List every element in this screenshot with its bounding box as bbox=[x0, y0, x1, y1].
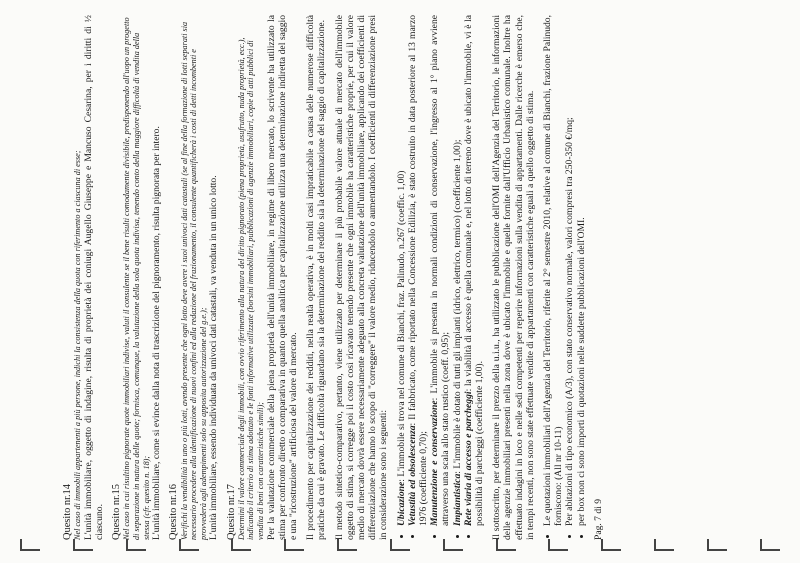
binder-mark bbox=[73, 539, 93, 551]
list-item: • Vetustità ed obsolescenza: Il fabbricato, come riportato nella Concessione Edilizia, è stato costruito in data posteriore al 13 marzo 1976 (coefficiente 0,70); bbox=[407, 15, 429, 526]
paragraph-capitalization: Il procedimento per capitalizzazione dei redditi, nella realtà operativa, è in molti casi impraticabile a causa delle numerose difficoltà pratiche da cui è gravato. Le difficoltà riguardano sia la determinazione del reddito sia la determinazione del saggio di capitalizzazione. bbox=[305, 15, 328, 540]
binder-mark bbox=[760, 539, 780, 551]
question-16 bbox=[168, 15, 219, 540]
paragraph-market-valuation: Per la valutazione commerciale della piena proprietà dell'unità immobiliare, in regime di libero mercato, lo scrivente ha utilizzato la stima per confronto diretto o comparativa in quanto quella analitica per capitalizzazione utilizza una determinazione indiretta del saggio e una "ricostruzione" artificiosa del valore di mercato. bbox=[265, 15, 299, 540]
question-16-instruction: Verifichi la vendibilità in uno o più lotti, avendo presente che ogni lotto deve avere i suoi univoci dati catastali (se al fine della formazione di lotti separati sia necessario procedere alla identificazione di nuovi confini ed alla redazione del frazionamento, il consulente quantificherà i costi di detti incombenti e provvederà agli adempimenti solo su apposita autorizzazione del g.e.); bbox=[179, 21, 208, 540]
binder-mark bbox=[390, 539, 410, 551]
page-number: Pag. 7 di 9 bbox=[592, 498, 604, 540]
paragraph-comparative-method: Il metodo sintetico-comparativo, pertanto, viene utilizzato per determinare il più probabile valore attuale di mercato dell'immobile oggetto di stima, si corregge poi il costo così ricavato tenendo presente che ogni immobile ha caratteristiche proprie, per cui il valore medio di mercato dovrà essere necessariamente adeguato alla concreta valutazione dell'unità immobiliare, applicando dei coefficienti di differenziazione che hanno lo scopo di "correggere" il valore medio, riducendolo o aumentandolo. I coefficienti di differenziazione presi in considerazione sono i seguenti: bbox=[333, 15, 390, 540]
question-15 bbox=[111, 15, 162, 540]
question-14-answer: L'unità immobiliare, oggetto di indagine, risulta di proprietà dei coniugi Augello Giuseppe e Mancuso Cesarina, per i diritti di ½ ciascuno. bbox=[82, 15, 105, 540]
binder-mark bbox=[179, 539, 199, 551]
question-17 bbox=[226, 15, 587, 540]
question-16-answer: L'unità immobiliare, essendo individuata da univoci dati catastali, va venduta in un unico lotto. bbox=[208, 175, 220, 540]
document-page bbox=[62, 15, 702, 540]
question-17-title: Quesito nr.17 bbox=[225, 484, 237, 540]
binder-mark bbox=[601, 539, 621, 551]
binder-mark bbox=[231, 539, 251, 551]
binder-mark bbox=[654, 539, 674, 551]
binder-mark bbox=[548, 539, 568, 551]
binder-mark bbox=[496, 539, 516, 551]
paragraph-sources: Il sottoscritto, per determinare il prezzo della u.i.u., ha utilizzato le pubblicazione dell'OMI dell'Agenzia del Territorio, le informazioni delle agenzie immobiliari presenti nella zona dove è ubicato l'immobile e quelle fornite dall'Ufficio Urbanistico comunale. Inoltre ha effettuato indagini in loco e nelle sedi competenti per reperire informazioni sulla vendita di appartamenti. Dalle ricerche è emerso che, in tempi recenti, non sono state effettuate vendite di appartamenti con caratteristiche eguali a quello oggetto di stima. bbox=[491, 15, 536, 540]
binder-mark bbox=[707, 539, 727, 551]
question-17-instruction: Determini il valore commerciale degli immobili, con ovvio riferimento alla natura del diritto pignorato (piena proprietà, usufrutto, nuda proprietà, ecc.), indicando il criterio di stima adottato e le fonti informative utilizzate (borsini immobiliari, pubblicazioni di agenzie immobiliari, copie di atti pubblici di vendita di beni con caratteristiche simili); bbox=[236, 37, 265, 540]
coefficient-list bbox=[396, 15, 486, 526]
list-item: • Le quotazioni immobiliari dell'Agenzia del Territorio, riferite al 2° semestre 2010, relative al comune di Bianchi, frazione Palinudo, forniscono: (All nr 10-11) bbox=[542, 15, 564, 526]
question-14-instruction: Nel caso di immobili appartenenti a più persone, indichi la consistenza della quota con riferimento a ciascuna di esse; bbox=[73, 150, 83, 540]
list-item: • Rete viaria di accesso e parcheggi: la viabilità di accesso è quella comunale e, nel lotto di terreno dove è ubicato l'immobile, vi è la possibilità di parcheggi (coefficiente 1,00). bbox=[463, 15, 485, 526]
list-item: • per box non ci sono importi di quotazioni nelle suddette pubblicazioni dell'OMI. bbox=[576, 15, 587, 526]
binder-mark bbox=[443, 539, 463, 551]
list-item: • Manutenzione e conservazione: L'immobile si presenta in normali condizioni di conservazione, l'ingresso al 1° piano avviene attraverso una scala allo stato rustico (coeff. 0,95); bbox=[429, 15, 451, 526]
list-item: • Ubicazione: L'immobile si trova nel comune di Bianchi, fraz. Palinudo, n.267 (coeffic. 1,00) bbox=[396, 15, 407, 526]
quotation-list bbox=[542, 15, 587, 526]
list-item: • Per abitazioni di tipo economico (A/3), con stato conservativo normale, valori compresi tra 250-350 €/mq; bbox=[564, 15, 575, 526]
binder-mark bbox=[284, 539, 304, 551]
question-14-title: Quesito nr.14 bbox=[62, 484, 73, 540]
binder-mark bbox=[337, 539, 357, 551]
list-item: • Impiantistica: L'immobile è dotato di tutti gli impianti (idrico, elettrico, termico) (coefficiente 1,00); bbox=[452, 15, 463, 526]
binder-mark bbox=[126, 539, 146, 551]
question-14 bbox=[62, 15, 105, 540]
binder-marks bbox=[20, 539, 780, 553]
question-15-title: Quesito nr.15 bbox=[111, 484, 123, 540]
binder-mark bbox=[20, 539, 40, 551]
question-15-instruction: Nel caso in cui risultino pignorate quote immobiliari indivise, valuti il consulente se il bene risulti comodamente divisibile, predisponendo all'uopo un progetto di separazione in natura delle quote; fornisca, comunque, la valutazione della sola quota indivisa, tenendo conto della maggiore difficoltà di vendita della stessa (cfr. quesito n. 18); bbox=[122, 17, 151, 540]
question-16-title: Quesito nr.16 bbox=[168, 484, 180, 540]
question-15-answer: L'unità immobiliare, come si evince dalla nota di trascrizione del pignoramento, risulta pignorata per intero. bbox=[151, 126, 163, 540]
